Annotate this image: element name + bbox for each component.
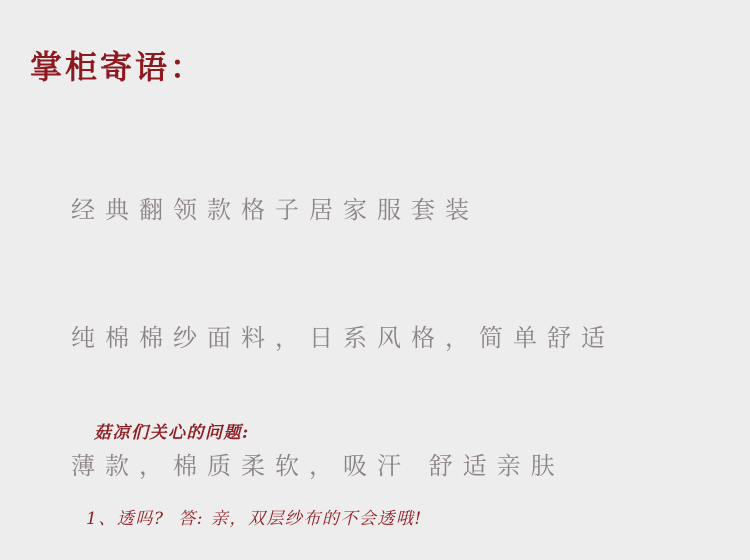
page-title: 掌柜寄语： [30,48,206,86]
faq-line: 1、透吗? 答: 亲，双层纱布的不会透哦! [86,508,423,529]
intro-line: 纯棉棉纱面料，日系风格，简单舒适 [71,323,615,352]
intro-line: 薄款，棉质柔软，吸汗 舒适亲肤 [71,451,565,480]
faq-section [86,362,718,560]
intro-line: 经典翻领款格子居家服套装 [71,196,479,225]
faq-heading: 菇凉们关心的问题: [94,423,250,444]
